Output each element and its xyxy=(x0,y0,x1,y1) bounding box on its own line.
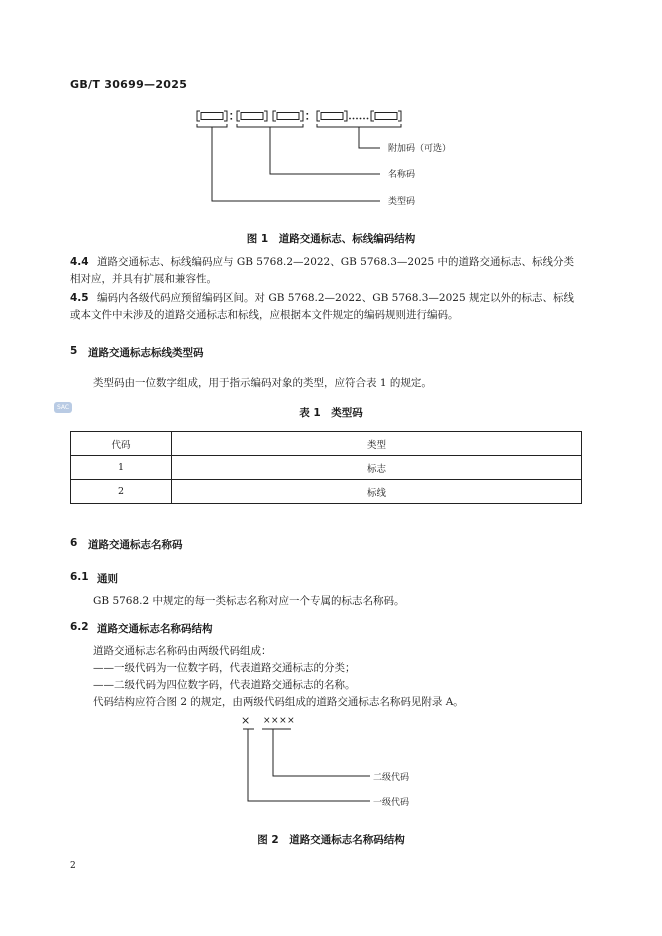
code-box-name-2 xyxy=(277,113,299,120)
section-6-2-line-4: 代码结构应符合图 2 的规定，由两级代码组成的道路交通标志名称码见附录 A。 xyxy=(93,696,464,708)
table-header-row xyxy=(71,432,582,456)
clause-4-5-number: 4.5 xyxy=(70,292,89,304)
code-box-name-1 xyxy=(241,113,263,120)
figure-2-caption: 图 2 道路交通标志名称码结构 xyxy=(257,834,405,846)
figure-1-label-name: 名称码 xyxy=(388,170,416,180)
section-5-number: 5 xyxy=(70,345,78,357)
watermark-logo: SAC xyxy=(54,402,72,413)
table-cell-type: 标志 xyxy=(172,456,582,480)
brace-close-3 xyxy=(300,111,303,121)
brace-open-2 xyxy=(237,111,240,121)
table-header-code: 代码 xyxy=(71,432,172,456)
page-number: 2 xyxy=(70,861,76,871)
brace-open-5 xyxy=(371,111,374,121)
table-cell-code: 1 xyxy=(71,456,172,480)
table-row xyxy=(71,456,582,480)
section-5-paragraph: 类型码由一位数字组成，用于指示编码对象的类型，应符合表 1 的规定。 xyxy=(93,377,432,389)
figure-1-diagram xyxy=(0,0,662,250)
clause-4-5-line-2: 或本文件中未涉及的道路交通标志和标线，应根据本文件规定的编码规则进行编码。 xyxy=(70,309,459,321)
section-6-2-line-3: ——二级代码为四位数字码，代表道路交通标志的名称。 xyxy=(93,679,356,691)
figure-1-caption: 图 1 道路交通标志、标线编码结构 xyxy=(246,233,416,245)
table-cell-code: 2 xyxy=(71,480,172,504)
section-6-1-number: 6.1 xyxy=(70,571,89,583)
section-6-2-line-1: 道路交通标志名称码由两级代码组成： xyxy=(93,645,272,657)
section-6-2-line-2: ——一级代码为一位数字码，代表道路交通标志的分类； xyxy=(93,662,356,674)
figure-2-label-level-1: 一级代码 xyxy=(373,798,410,808)
section-6-title: 道路交通标志名称码 xyxy=(88,539,183,551)
brace-close-2 xyxy=(264,111,267,121)
table-header-type: 类型 xyxy=(172,432,582,456)
underline-additional xyxy=(317,124,401,127)
code-box-type xyxy=(201,113,223,120)
section-5-title: 道路交通标志标线类型码 xyxy=(88,347,204,359)
figure-2-label-level-2: 二级代码 xyxy=(373,773,410,783)
table-1-caption: 表 1 类型码 xyxy=(299,407,363,419)
section-6-number: 6 xyxy=(70,537,78,549)
figure-2-level-2-symbol: ×××× xyxy=(263,716,296,726)
document-header: GB/T 30699—2025 xyxy=(70,78,188,91)
figure-1-label-additional: 附加码（可选） xyxy=(388,144,452,154)
leader-additional xyxy=(359,127,380,148)
clause-4-5-line-1: 编码内各级代码应预留编码区间。对 GB 5768.2—2022、GB 5768.3—2025 规定以外的标志、标线 xyxy=(97,292,574,304)
code-box-additional-1 xyxy=(321,113,343,120)
figure-2-diagram xyxy=(0,700,662,820)
leader-level-2 xyxy=(273,729,370,776)
underline-name xyxy=(237,124,303,127)
brace-open-4 xyxy=(317,111,320,121)
leader-type xyxy=(212,127,380,201)
brace-open-1 xyxy=(197,111,200,121)
brace-open-3 xyxy=(273,111,276,121)
section-6-1-paragraph: GB 5768.2 中规定的每一类标志名称对应一个专属的标志名称码。 xyxy=(93,595,405,607)
table-row xyxy=(71,480,582,504)
clause-4-4-line-2: 相对应，并具有扩展和兼容性。 xyxy=(70,273,217,285)
clause-4-4-number: 4.4 xyxy=(70,256,89,268)
leader-name xyxy=(270,127,380,174)
section-6-2-number: 6.2 xyxy=(70,621,89,633)
table-1 xyxy=(70,431,582,504)
leader-level-1 xyxy=(248,729,370,801)
brace-close-4 xyxy=(344,111,347,121)
underline-type xyxy=(197,124,227,127)
table-cell-type: 标线 xyxy=(172,480,582,504)
brace-close-1 xyxy=(224,111,227,121)
figure-1-label-type: 类型码 xyxy=(388,197,416,207)
clause-4-4-line-1: 道路交通标志、标线编码应与 GB 5768.2—2022、GB 5768.3—2025 中的道路交通标志、标线分类 xyxy=(97,256,574,268)
section-6-2-title: 道路交通标志名称码结构 xyxy=(97,623,213,635)
figure-2-level-1-symbol: × xyxy=(241,714,251,727)
brace-close-5 xyxy=(398,111,401,121)
code-box-additional-2 xyxy=(375,113,397,120)
section-6-1-title: 通则 xyxy=(97,573,118,585)
